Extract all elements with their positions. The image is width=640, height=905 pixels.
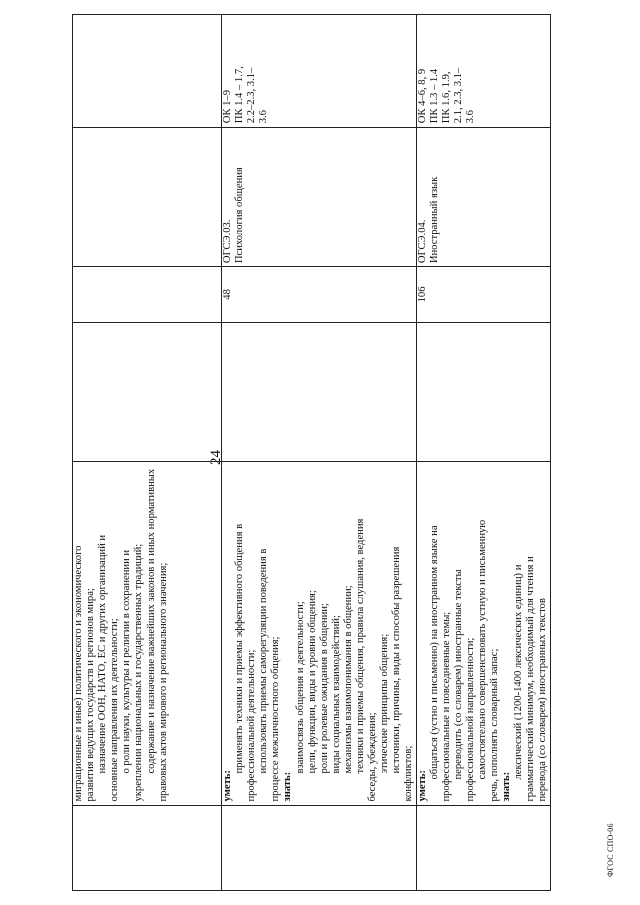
- competence-line: ПК 1.6, 1.9,: [440, 71, 452, 124]
- content-cell: [73, 461, 222, 805]
- content-line: о роли науки, культуры и религии в сохранении и: [121, 549, 133, 774]
- content-line: механизмы взаимопонимания в общении;: [342, 585, 354, 774]
- competence-line: 2.2–2.3, 3.1–: [246, 67, 258, 124]
- content-line: цели, функции, виды и уровни общения;: [306, 590, 318, 774]
- content-line: техники и приемы общения, правила слушания, ведения: [355, 518, 367, 774]
- competences-cell: [222, 15, 417, 128]
- empty-cell: [416, 322, 550, 461]
- competence-line: 3.6: [258, 110, 270, 124]
- content-line: укреплении национальных и государственных традиций;: [133, 543, 145, 802]
- competence-line: ПК 1.4 – 1.7,: [234, 66, 246, 124]
- discipline-title: Иностранный язык: [428, 176, 440, 264]
- content-line: роли и ролевые ожидания в общении;: [318, 603, 330, 774]
- content-cell: [416, 461, 550, 805]
- content-line: правовых актов мирового и регионального значения;: [157, 562, 169, 802]
- table-row: [416, 15, 550, 891]
- content-line: миграционные и иные) политического и экономического: [73, 545, 84, 802]
- curriculum-table: [72, 14, 551, 891]
- table-row: [73, 15, 222, 891]
- competence-line: ПК 1.3 – 1.4: [428, 68, 440, 124]
- section-heading: знать:: [501, 771, 513, 802]
- competences-cell: [73, 15, 222, 128]
- empty-cell: [416, 805, 550, 890]
- competence-line: 2.1, 2.3, 3.1–: [452, 67, 464, 124]
- empty-cell: [222, 805, 417, 890]
- content-line: виды социальных взаимодействий;: [330, 615, 342, 774]
- hours-cell: [73, 267, 222, 323]
- hours-value: 48: [222, 289, 233, 300]
- content-line: основные направления их деятельности;: [109, 618, 121, 802]
- content-line: использовать приемы саморегуляции поведения в: [258, 548, 270, 774]
- content-line: речь, пополнять словарный запас;: [489, 648, 501, 802]
- page-number: 24: [208, 450, 224, 465]
- content-line: развития ведущих государств и регионов мира;: [85, 588, 97, 802]
- hours-cell: [416, 267, 550, 323]
- content-line: беседы, убеждения;: [367, 712, 379, 802]
- competence-line: 3.6: [464, 110, 476, 124]
- content-line: источники, причины, виды и способы разрешения: [391, 546, 403, 774]
- section-heading: знать:: [282, 771, 294, 802]
- content-line: лексический (1200-1400 лексических единиц) и: [513, 564, 525, 780]
- content-line: профессиональные и повседневные темы;: [440, 611, 452, 802]
- content-line: перевода (со словарем) иностранных текстов: [537, 598, 549, 802]
- discipline-code: ОГСЭ.03.: [222, 219, 233, 264]
- table-row: [222, 15, 417, 891]
- content-line: назначение ООН, НАТО, ЕС и других организаций и: [97, 534, 109, 774]
- content-line: переводить (со словарем) иностранные тексты: [452, 569, 464, 780]
- content-line: этические принципы общения;: [379, 633, 391, 774]
- discipline-cell: [416, 128, 550, 267]
- discipline-title: Психология общения: [234, 167, 246, 264]
- content-line: содержание и назначение важнейших законов и иных нормативных: [145, 468, 157, 774]
- content-line: грамматический минимум, необходимый для чтения и: [525, 556, 537, 802]
- competence-line: ОК 1–9: [222, 90, 233, 124]
- content-line: самостоятельно совершенствовать устную и письменную: [476, 519, 488, 780]
- content-line: общаться (устно и письменно) на иностранном языке на: [428, 525, 440, 780]
- competences-cell: [416, 15, 550, 128]
- competence-line: ОК 4–6, 8, 9: [416, 68, 428, 124]
- hours-cell: [222, 267, 417, 323]
- hours-value: 106: [416, 286, 428, 303]
- section-heading: уметь:: [416, 770, 428, 802]
- content-line: процессе межличностного общения;: [270, 636, 282, 802]
- content-line: взаимосвязь общения и деятельности;: [294, 601, 306, 774]
- discipline-cell: [73, 128, 222, 267]
- empty-cell: [222, 322, 417, 461]
- empty-cell: [73, 322, 222, 461]
- content-cell: [222, 461, 417, 805]
- content-line: профессиональной деятельности;: [246, 649, 258, 802]
- empty-cell: [73, 805, 222, 890]
- discipline-cell: [222, 128, 417, 267]
- discipline-code: ОГСЭ.04.: [416, 219, 428, 264]
- content-line: применять техники и приемы эффективного общения в: [234, 523, 246, 774]
- content-line: профессиональной направленности;: [464, 637, 476, 802]
- content-line: конфликтов;: [403, 745, 415, 802]
- footer-standard-label: ФГОС СПО-06: [606, 823, 615, 877]
- section-heading: уметь:: [222, 770, 233, 802]
